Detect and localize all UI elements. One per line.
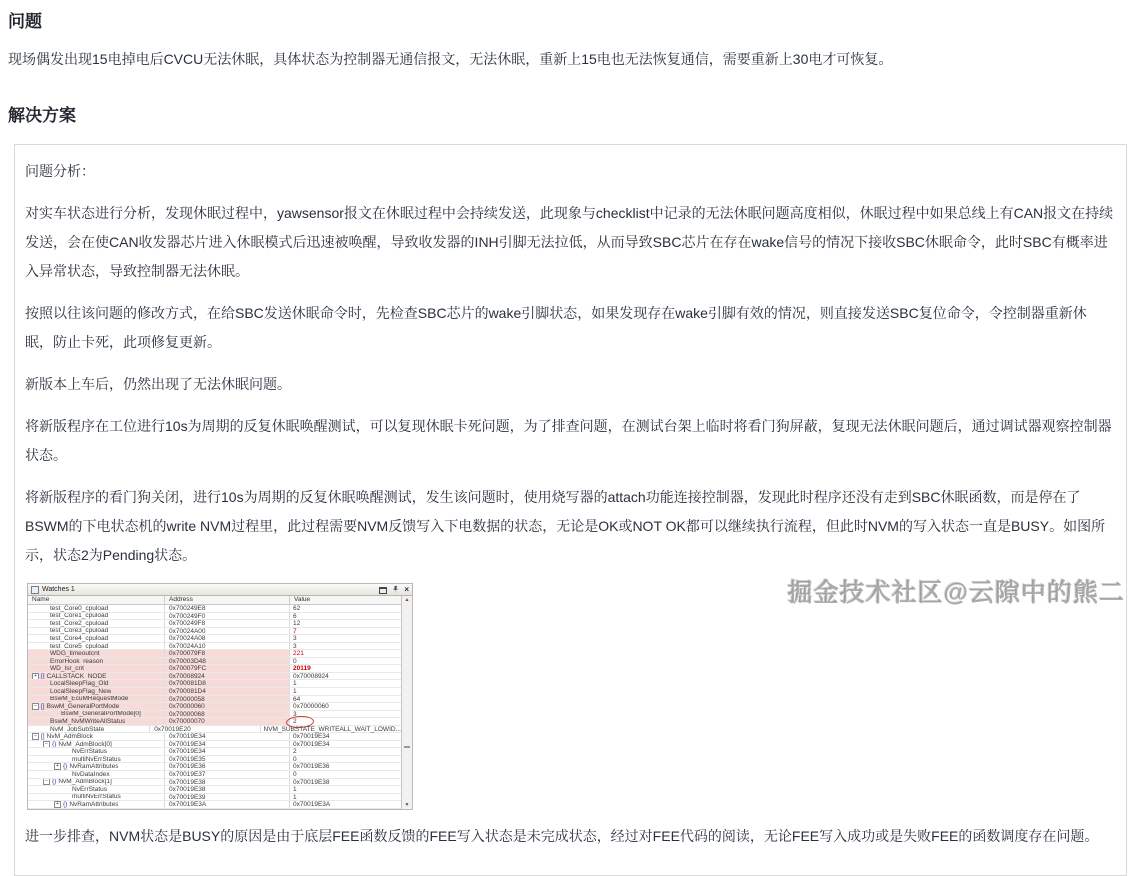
watch-cell-address: 0x70000068 <box>164 711 289 718</box>
watch-cell-address: 0x70000060 <box>164 703 289 710</box>
debugger-screenshot <box>27 583 413 810</box>
watch-cell-name: NvDataIndex <box>72 771 110 778</box>
watch-grid <box>28 596 401 809</box>
watch-row <box>28 673 401 681</box>
watch-cell-address: 0x70000070 <box>164 718 289 725</box>
watch-cell-address: 0x70019E34 <box>164 741 289 748</box>
watch-cell-name: LocalSleepFlag_New <box>28 688 164 695</box>
watch-row <box>28 726 401 734</box>
watch-cell-address: 0x70019E34 <box>164 748 289 755</box>
watch-row <box>28 605 401 613</box>
watch-cell-value: 3 <box>289 643 401 650</box>
watch-cell-name: + [] CALLSTACK_NODE <box>28 673 164 680</box>
watch-cell-address: 0x70024A00 <box>164 628 289 635</box>
type-glyph-icon: {} <box>63 763 68 771</box>
watch-row <box>28 680 401 688</box>
watch-cell-address: 0x700081D8 <box>164 680 289 687</box>
type-glyph-icon: {} <box>52 778 57 786</box>
expander-icon: − <box>43 741 50 748</box>
watch-cell-address: 0x700079F8 <box>164 650 289 657</box>
watch-cell-name: − [] NvM_AdmBlock <box>28 733 164 740</box>
watch-cell-value: 0x70008924 <box>289 673 401 680</box>
watch-window-titlebar <box>28 584 412 596</box>
watch-cell-address: 0x70024A10 <box>164 643 289 650</box>
watch-cell-value: 0x70019E38 <box>289 779 401 786</box>
watch-cell-name: test_Core3_cpuload <box>50 627 109 635</box>
watch-cell-name: + {} NvRamAttributes <box>28 763 164 770</box>
expander-icon: + <box>54 763 61 770</box>
analysis-paragraph: 对实车状态进行分析，发现休眠过程中，yawsensor报文在休眠过程中会持续发送，此现象与checklist中记录的无法休眠问题高度相似，休眠过程中如果总线上有CAN报文在持续发送，会在使CAN收发器芯片进入休眠模式后迅速被唤醒，导致收发器的INH引脚无法拉低，从而导致SBC芯片在存在wake信号的情况下接收SBC休眠命令，此时SBC有概率进入异常状态，导致控制器无法休眠。 <box>25 205 1114 279</box>
watch-row <box>28 628 401 636</box>
watch-cell-name: multiNvErrStatus <box>72 793 121 801</box>
expander-icon: + <box>54 801 61 808</box>
watch-cell-name: test_Core2_cpuload <box>50 620 109 627</box>
watch-row <box>28 733 401 741</box>
watch-cell-address: 0x70019E20 <box>149 726 259 733</box>
watch-cell-value: 3 <box>289 711 401 718</box>
expander-icon: − <box>32 703 39 710</box>
watch-cell-address: 0x70008924 <box>164 673 289 680</box>
problem-paragraph: 现场偶发出现15电掉电后CVCU无法休眠，具体状态为控制器无通信报文，无法休眠，重新上15电也无法恢复通信，需要重新上30电才可恢复。 <box>8 51 893 67</box>
watch-row <box>28 643 401 651</box>
watch-cell-value: 1 <box>289 786 401 793</box>
column-header-name: Name <box>32 596 50 603</box>
watch-cell-value: 2 <box>289 718 401 725</box>
watch-window-body <box>28 596 412 809</box>
watch-cell-value: 0x70019E34 <box>289 741 401 748</box>
close-icon: × <box>404 584 409 594</box>
watch-cell-name: test_Core0_cpuload <box>50 605 109 612</box>
watch-row <box>28 658 401 666</box>
watch-cell-name: WDG_timeoutcnt <box>28 650 164 657</box>
watch-cell-address: 0x70019E35 <box>164 756 289 763</box>
expander-icon: − <box>32 733 39 740</box>
watch-row <box>28 613 401 621</box>
type-glyph-icon: {} <box>52 740 57 748</box>
watch-header-row <box>28 596 401 605</box>
watch-cell-address: 0x70019E37 <box>164 771 289 778</box>
watch-cell-address: 0x700081D4 <box>164 688 289 695</box>
watermark: 掘金技术社区@云隙中的熊二 <box>787 579 1125 607</box>
type-glyph-icon: {} <box>63 801 68 808</box>
scrollbar <box>401 596 412 809</box>
watch-row <box>28 696 401 704</box>
watch-row <box>28 703 401 711</box>
watch-cell-value: 12 <box>289 620 401 627</box>
watch-cell-value: 1 <box>289 794 401 801</box>
watch-cell-name: − {} NvM_AdmBlock[0] <box>28 741 164 748</box>
scroll-up-icon: ▲ <box>404 597 410 603</box>
watch-row <box>28 756 401 764</box>
watch-cell-name: − {} NvM_AdmBlock[1] <box>28 779 164 786</box>
analysis-paragraphs <box>25 199 1114 570</box>
watch-cell-value: 20119 <box>289 665 401 672</box>
watch-row <box>28 771 401 779</box>
type-glyph-icon: [] <box>41 672 45 680</box>
pin-icon <box>392 586 399 594</box>
watch-window-icon <box>31 586 39 594</box>
watch-row <box>28 748 401 756</box>
watch-row <box>28 741 401 749</box>
type-glyph-icon: [] <box>41 703 45 710</box>
problem-heading: 问题 <box>8 12 42 31</box>
watch-cell-value: 0 <box>289 756 401 763</box>
watch-cell-address: 0x700249F8 <box>164 620 289 627</box>
watch-cell-value: 2 <box>289 748 401 755</box>
watch-cell-address: 0x70024A08 <box>164 635 289 642</box>
watch-cell-value: 1 <box>289 680 401 687</box>
watch-row <box>28 711 401 719</box>
watch-cell-value: 0x70019E36 <box>289 763 401 770</box>
type-glyph-icon: [] <box>41 733 45 740</box>
column-header-address: Address <box>164 596 289 604</box>
watch-row <box>28 620 401 628</box>
watch-cell-name: test_Core4_cpuload <box>50 635 109 642</box>
watch-cell-value: NVM_SUBSTATE_WRITEALL_WAIT_LOWID... <box>260 726 402 733</box>
watch-cell-value: 0x70000060 <box>289 703 401 710</box>
expander-icon: + <box>32 673 39 680</box>
watch-cell-name: BswM_NvMWriteAllStatus <box>28 718 164 725</box>
watch-row <box>28 779 401 787</box>
expander-icon: − <box>43 779 50 786</box>
analysis-box <box>14 144 1127 876</box>
watch-cell-value: 0 <box>289 771 401 778</box>
watch-cell-name: NvErrStatus <box>72 748 108 755</box>
watch-cell-address: 0x70019E36 <box>164 763 289 770</box>
conclusion-paragraph: 进一步排查，NVM状态是BUSY的原因是由于底层FEE函数反馈的FEE写入状态是未完成状态，经过对FEE代码的阅读，无论FEE写入成功或是失败FEE的函数调度存在问题。 <box>25 828 1099 844</box>
watch-cell-name: WD_Isr_cnt <box>28 665 164 672</box>
watch-cell-address: 0x70000058 <box>164 696 289 703</box>
watch-cell-name: − [] BswM_GeneralPortMode <box>28 703 164 710</box>
analysis-title: 问题分析： <box>25 163 95 179</box>
watch-row <box>28 786 401 794</box>
watch-row <box>28 794 401 802</box>
watch-row <box>28 688 401 696</box>
watch-cell-address: 0x70003D48 <box>164 658 289 665</box>
watch-row <box>28 635 401 643</box>
watch-cell-address: 0x70019E38 <box>164 779 289 786</box>
watch-cell-address: 0x700249F0 <box>164 613 289 620</box>
watch-cell-address: 0x700249E8 <box>164 605 289 612</box>
watch-row <box>28 763 401 771</box>
watch-row <box>28 718 401 726</box>
scroll-down-icon: ▼ <box>404 802 410 808</box>
watch-cell-name: test_Core1_cpuload <box>50 612 109 620</box>
watch-cell-value: 7 <box>289 628 401 635</box>
watch-cell-name: ErrorHook_reason <box>28 658 164 665</box>
watch-cell-name: multiNvErrStatus <box>72 755 121 763</box>
analysis-paragraph: 新版本上车后，仍然出现了无法休眠问题。 <box>25 376 291 392</box>
watch-cell-name: NvM_JobSubState <box>50 725 105 733</box>
analysis-paragraph: 将新版程序在工位进行10s为周期的反复休眠唤醒测试，可以复现休眠卡死问题，为了排查问题，在测试台架上临时将看门狗屏蔽，复现无法休眠问题后，通过调试器观察控制器状态。 <box>25 418 1112 463</box>
watch-cell-address: 0x70019E34 <box>164 733 289 740</box>
watch-cell-name: BswM_GeneralPortMode[0] <box>28 711 164 718</box>
watch-cell-name: BswM_EcuMRequestMode <box>28 696 164 703</box>
watch-cell-address: 0x700079FC <box>164 665 289 672</box>
watch-cell-value: 6 <box>289 613 401 620</box>
watch-cell-value: 0x70019E3A <box>289 801 401 808</box>
analysis-paragraph: 按照以往该问题的修改方式，在给SBC发送休眠命令时，先检查SBC芯片的wake引脚状态，如果发现存在wake引脚有效的情况，则直接发送SBC复位命令，令控制器重新休眠，防止卡死，此项修复更新。 <box>25 305 1087 350</box>
watch-row <box>28 650 401 658</box>
watch-cell-value: 0 <box>289 658 401 665</box>
watch-cell-value: 62 <box>289 605 401 612</box>
watch-window-title: Watches 1 <box>42 585 75 593</box>
watch-row <box>28 665 401 673</box>
watch-cell-name: test_Core5_cpuload <box>50 642 109 650</box>
watch-cell-value: 0x70019E34 <box>289 733 401 740</box>
watch-rows <box>28 605 401 809</box>
watch-cell-name: NvErrStatus <box>72 786 108 793</box>
watch-cell-address: 0x70019E3A <box>164 801 289 808</box>
watch-cell-address: 0x70019E39 <box>164 794 289 801</box>
watch-cell-value: 221 <box>289 650 401 657</box>
watch-cell-value: 3 <box>289 635 401 642</box>
watch-cell-name: LocalSleepFlag_Old <box>28 680 164 687</box>
solution-heading: 解决方案 <box>8 106 76 125</box>
scrollbar-thumb <box>404 746 410 748</box>
watch-row <box>28 801 401 809</box>
watch-cell-value: 64 <box>289 696 401 703</box>
watch-cell-name: + {} NvRamAttributes <box>28 801 164 808</box>
column-header-value: Value <box>289 596 401 604</box>
watch-cell-address: 0x70019E38 <box>164 786 289 793</box>
watch-cell-value: 1 <box>289 688 401 695</box>
analysis-paragraph: 将新版程序的看门狗关闭，进行10s为周期的反复休眠唤醒测试，发生该问题时，使用烧写器的attach功能连接控制器，发现此时程序还没有走到SBC休眠函数，而是停在了BSWM的下电状态机的write NVM过程里，此过程需要NVM反馈写入下电数据的状态，无论是OK或NOT OK都可以继续执行流程，但此时NVM的写入状态一直是BUSY。如图所示，状态2为Pending状态。 <box>25 489 1106 563</box>
